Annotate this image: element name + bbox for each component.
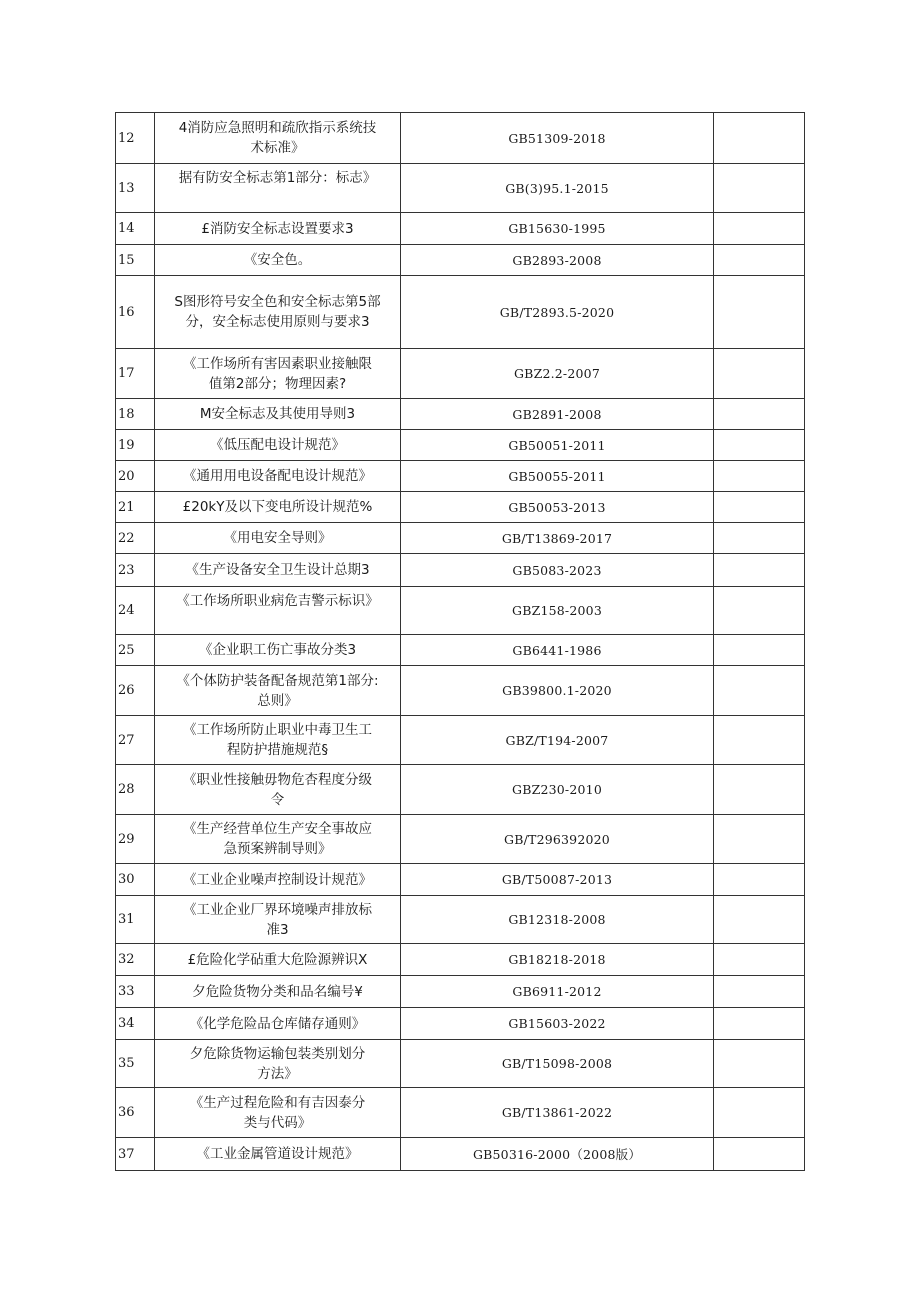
standard-name-line: 《生产设备安全卫生设计总期3	[185, 562, 370, 578]
standard-code: GB50055-2011	[401, 461, 714, 492]
standard-name-line: 《工作场所有害因素职业接触限	[183, 355, 372, 372]
standard-name-line: 术标准》	[250, 140, 305, 156]
row-number: 14	[116, 213, 155, 245]
standard-name	[155, 635, 401, 666]
remarks-cell	[714, 245, 805, 276]
standard-name-line: 值第2部分；物理因素?	[208, 375, 347, 392]
remarks-cell	[714, 1088, 805, 1138]
remarks-cell	[714, 164, 805, 213]
remarks-cell	[714, 765, 805, 815]
table-row	[116, 635, 805, 666]
standard-code: GBZ230-2010	[401, 765, 714, 815]
table-row	[116, 944, 805, 976]
table-row	[116, 1008, 805, 1040]
standard-name	[155, 1138, 401, 1171]
standard-name	[155, 765, 401, 815]
remarks-cell	[714, 1008, 805, 1040]
row-number: 28	[116, 765, 155, 815]
row-number: 34	[116, 1008, 155, 1040]
table-row	[116, 399, 805, 430]
remarks-cell	[714, 896, 805, 944]
standard-code: GB/T2893.5-2020	[401, 276, 714, 349]
standard-name	[155, 944, 401, 976]
remarks-cell	[714, 113, 805, 164]
standard-code: GB50051-2011	[401, 430, 714, 461]
standard-name	[155, 864, 401, 896]
row-number: 24	[116, 587, 155, 635]
standard-name	[155, 245, 401, 276]
row-number: 25	[116, 635, 155, 666]
standard-code: GB(3)95.1-2015	[401, 164, 714, 213]
table-row	[116, 864, 805, 896]
standard-code: GB/T13869-2017	[401, 523, 714, 554]
standard-name-line: 分，安全标志使用原则与要求3	[185, 314, 370, 330]
row-number: 18	[116, 399, 155, 430]
standards-table-body	[116, 113, 805, 1171]
row-number: 27	[116, 716, 155, 765]
standard-name	[155, 587, 401, 635]
table-row	[116, 213, 805, 245]
table-row	[116, 815, 805, 864]
standard-name-line: 《生产过程危险和有吉因泰分	[189, 1094, 366, 1111]
standards-table	[115, 112, 805, 1171]
standard-name	[155, 492, 401, 523]
remarks-cell	[714, 815, 805, 864]
row-number: 36	[116, 1088, 155, 1138]
standard-name-line: 4消防应急照明和疏欣指示系统技	[178, 120, 377, 136]
table-row	[116, 554, 805, 587]
standards-table-wrapper	[115, 112, 804, 1171]
row-number: 19	[116, 430, 155, 461]
standard-code: GB50053-2013	[401, 492, 714, 523]
standard-name-line: 《工作场所职业病危吉警示标识》	[176, 592, 379, 609]
standard-name-line: 《工作场所防止职业中毒卫生工	[183, 722, 372, 738]
standard-code: GBZ158-2003	[401, 587, 714, 635]
remarks-cell	[714, 349, 805, 399]
standard-name-line: £20kY及以下变电所设计规范%	[182, 499, 373, 515]
standard-code: GB/T296392020	[401, 815, 714, 864]
remarks-cell	[714, 716, 805, 765]
row-number: 32	[116, 944, 155, 976]
standard-code: GB6911-2012	[401, 976, 714, 1008]
standard-name-line: 令	[270, 791, 285, 808]
row-number: 12	[116, 113, 155, 164]
remarks-cell	[714, 666, 805, 716]
standard-name-line	[157, 611, 398, 631]
standard-name	[155, 815, 401, 864]
standard-name	[155, 896, 401, 944]
row-number: 23	[116, 554, 155, 587]
standard-code: GB/T50087-2013	[401, 864, 714, 896]
standard-code: GB/T15098-2008	[401, 1040, 714, 1088]
standard-name-line: 方法》	[257, 1065, 298, 1082]
standard-code: GB2893-2008	[401, 245, 714, 276]
remarks-cell	[714, 944, 805, 976]
standard-code: GBZ/T194-2007	[401, 716, 714, 765]
standard-name	[155, 976, 401, 1008]
standard-code: GB12318-2008	[401, 896, 714, 944]
table-row	[116, 492, 805, 523]
remarks-cell	[714, 554, 805, 587]
remarks-cell	[714, 492, 805, 523]
row-number: 29	[116, 815, 155, 864]
row-number: 13	[116, 164, 155, 213]
remarks-cell	[714, 461, 805, 492]
table-row	[116, 430, 805, 461]
standard-name-line: 《个体防护装备配备规范第1部分:	[176, 672, 379, 689]
table-row	[116, 765, 805, 815]
standard-name-line: 《安全色。	[243, 252, 312, 268]
row-number: 31	[116, 896, 155, 944]
row-number: 26	[116, 666, 155, 716]
table-row	[116, 1040, 805, 1088]
table-row	[116, 1138, 805, 1171]
remarks-cell	[714, 430, 805, 461]
row-number: 16	[116, 276, 155, 349]
standard-code: GB6441-1986	[401, 635, 714, 666]
standard-name	[155, 1008, 401, 1040]
standard-code: GB18218-2018	[401, 944, 714, 976]
table-row	[116, 896, 805, 944]
standard-code: GB15630-1995	[401, 213, 714, 245]
remarks-cell	[714, 864, 805, 896]
standard-name	[155, 213, 401, 245]
standard-code: GB2891-2008	[401, 399, 714, 430]
standard-code: GB51309-2018	[401, 113, 714, 164]
standard-name	[155, 666, 401, 716]
standard-name	[155, 399, 401, 430]
table-row	[116, 349, 805, 399]
standard-name-line: 准3	[266, 921, 289, 938]
table-row	[116, 523, 805, 554]
row-number: 35	[116, 1040, 155, 1088]
row-number: 21	[116, 492, 155, 523]
remarks-cell	[714, 587, 805, 635]
row-number: 22	[116, 523, 155, 554]
standard-code: GB50316-2000（2008版）	[401, 1138, 714, 1171]
standard-name-line: 总则》	[257, 692, 298, 709]
standard-name	[155, 1040, 401, 1088]
remarks-cell	[714, 976, 805, 1008]
row-number: 37	[116, 1138, 155, 1171]
standard-code: GB15603-2022	[401, 1008, 714, 1040]
standard-name	[155, 716, 401, 765]
standard-name	[155, 349, 401, 399]
standard-name	[155, 523, 401, 554]
standard-name-line: 《工业金属管道设计规范》	[196, 1146, 359, 1162]
standard-name-line: 《用电安全导则》	[223, 530, 332, 546]
standard-name	[155, 113, 401, 164]
row-number: 30	[116, 864, 155, 896]
standard-code: GB/T13861-2022	[401, 1088, 714, 1138]
standard-name-line: M安全标志及其使用导则3	[199, 406, 356, 422]
standard-name-line: 《工业企业厂界环境噪声排放标	[183, 901, 372, 918]
row-number: 33	[116, 976, 155, 1008]
standard-name-line: 《工业企业噪声控制设计规范》	[183, 871, 372, 888]
standard-code: GB5083-2023	[401, 554, 714, 587]
standard-name-line: 夕危除货物运输包装类别划分	[189, 1045, 366, 1062]
standard-name-line	[157, 188, 398, 208]
standard-name	[155, 276, 401, 349]
standard-name-line: 《通用用电设备配电设计规范》	[183, 468, 372, 484]
standard-name-line: 《职业性接触毋物危杏程度分级	[183, 771, 372, 788]
row-number: 15	[116, 245, 155, 276]
table-row	[116, 716, 805, 765]
standard-code: GBZ2.2-2007	[401, 349, 714, 399]
table-row	[116, 245, 805, 276]
row-number: 20	[116, 461, 155, 492]
standard-name-line: 程防护措施规范§	[226, 742, 329, 758]
remarks-cell	[714, 523, 805, 554]
standard-name-line: 《化学危险品仓库储存通则》	[189, 1015, 366, 1032]
row-number: 17	[116, 349, 155, 399]
remarks-cell	[714, 213, 805, 245]
standard-name-line: £危险化学砧重大危险源辨识X	[187, 951, 368, 968]
standard-name	[155, 461, 401, 492]
standard-name-line: 据有防安全标志第1部分：标志》	[178, 170, 377, 186]
table-row	[116, 276, 805, 349]
table-row	[116, 666, 805, 716]
standard-name	[155, 554, 401, 587]
table-row	[116, 164, 805, 213]
standard-name-line: 《低压配电设计规范》	[210, 437, 345, 453]
standard-name	[155, 164, 401, 213]
remarks-cell	[714, 399, 805, 430]
remarks-cell	[714, 1138, 805, 1171]
table-row	[116, 461, 805, 492]
standard-name-line: 急预案辨制导则》	[223, 841, 332, 857]
standard-name-line: S图形符号安全色和安全标志第5部	[174, 294, 381, 310]
remarks-cell	[714, 1040, 805, 1088]
standard-name-line: 《生产经营单位生产安全事故应	[183, 821, 372, 837]
standard-name	[155, 430, 401, 461]
standard-name-line: £消防安全标志设置要求3	[201, 220, 354, 237]
remarks-cell	[714, 635, 805, 666]
standard-name	[155, 1088, 401, 1138]
standard-code: GB39800.1-2020	[401, 666, 714, 716]
table-row	[116, 976, 805, 1008]
standard-name-line: 夕危险货物分类和品名编号¥	[192, 983, 363, 1000]
remarks-cell	[714, 276, 805, 349]
standard-name-line: 类与代码》	[243, 1114, 312, 1131]
table-row	[116, 1088, 805, 1138]
table-row	[116, 587, 805, 635]
table-row	[116, 113, 805, 164]
standard-name-line: 《企业职工伤亡事故分类3	[198, 642, 357, 658]
